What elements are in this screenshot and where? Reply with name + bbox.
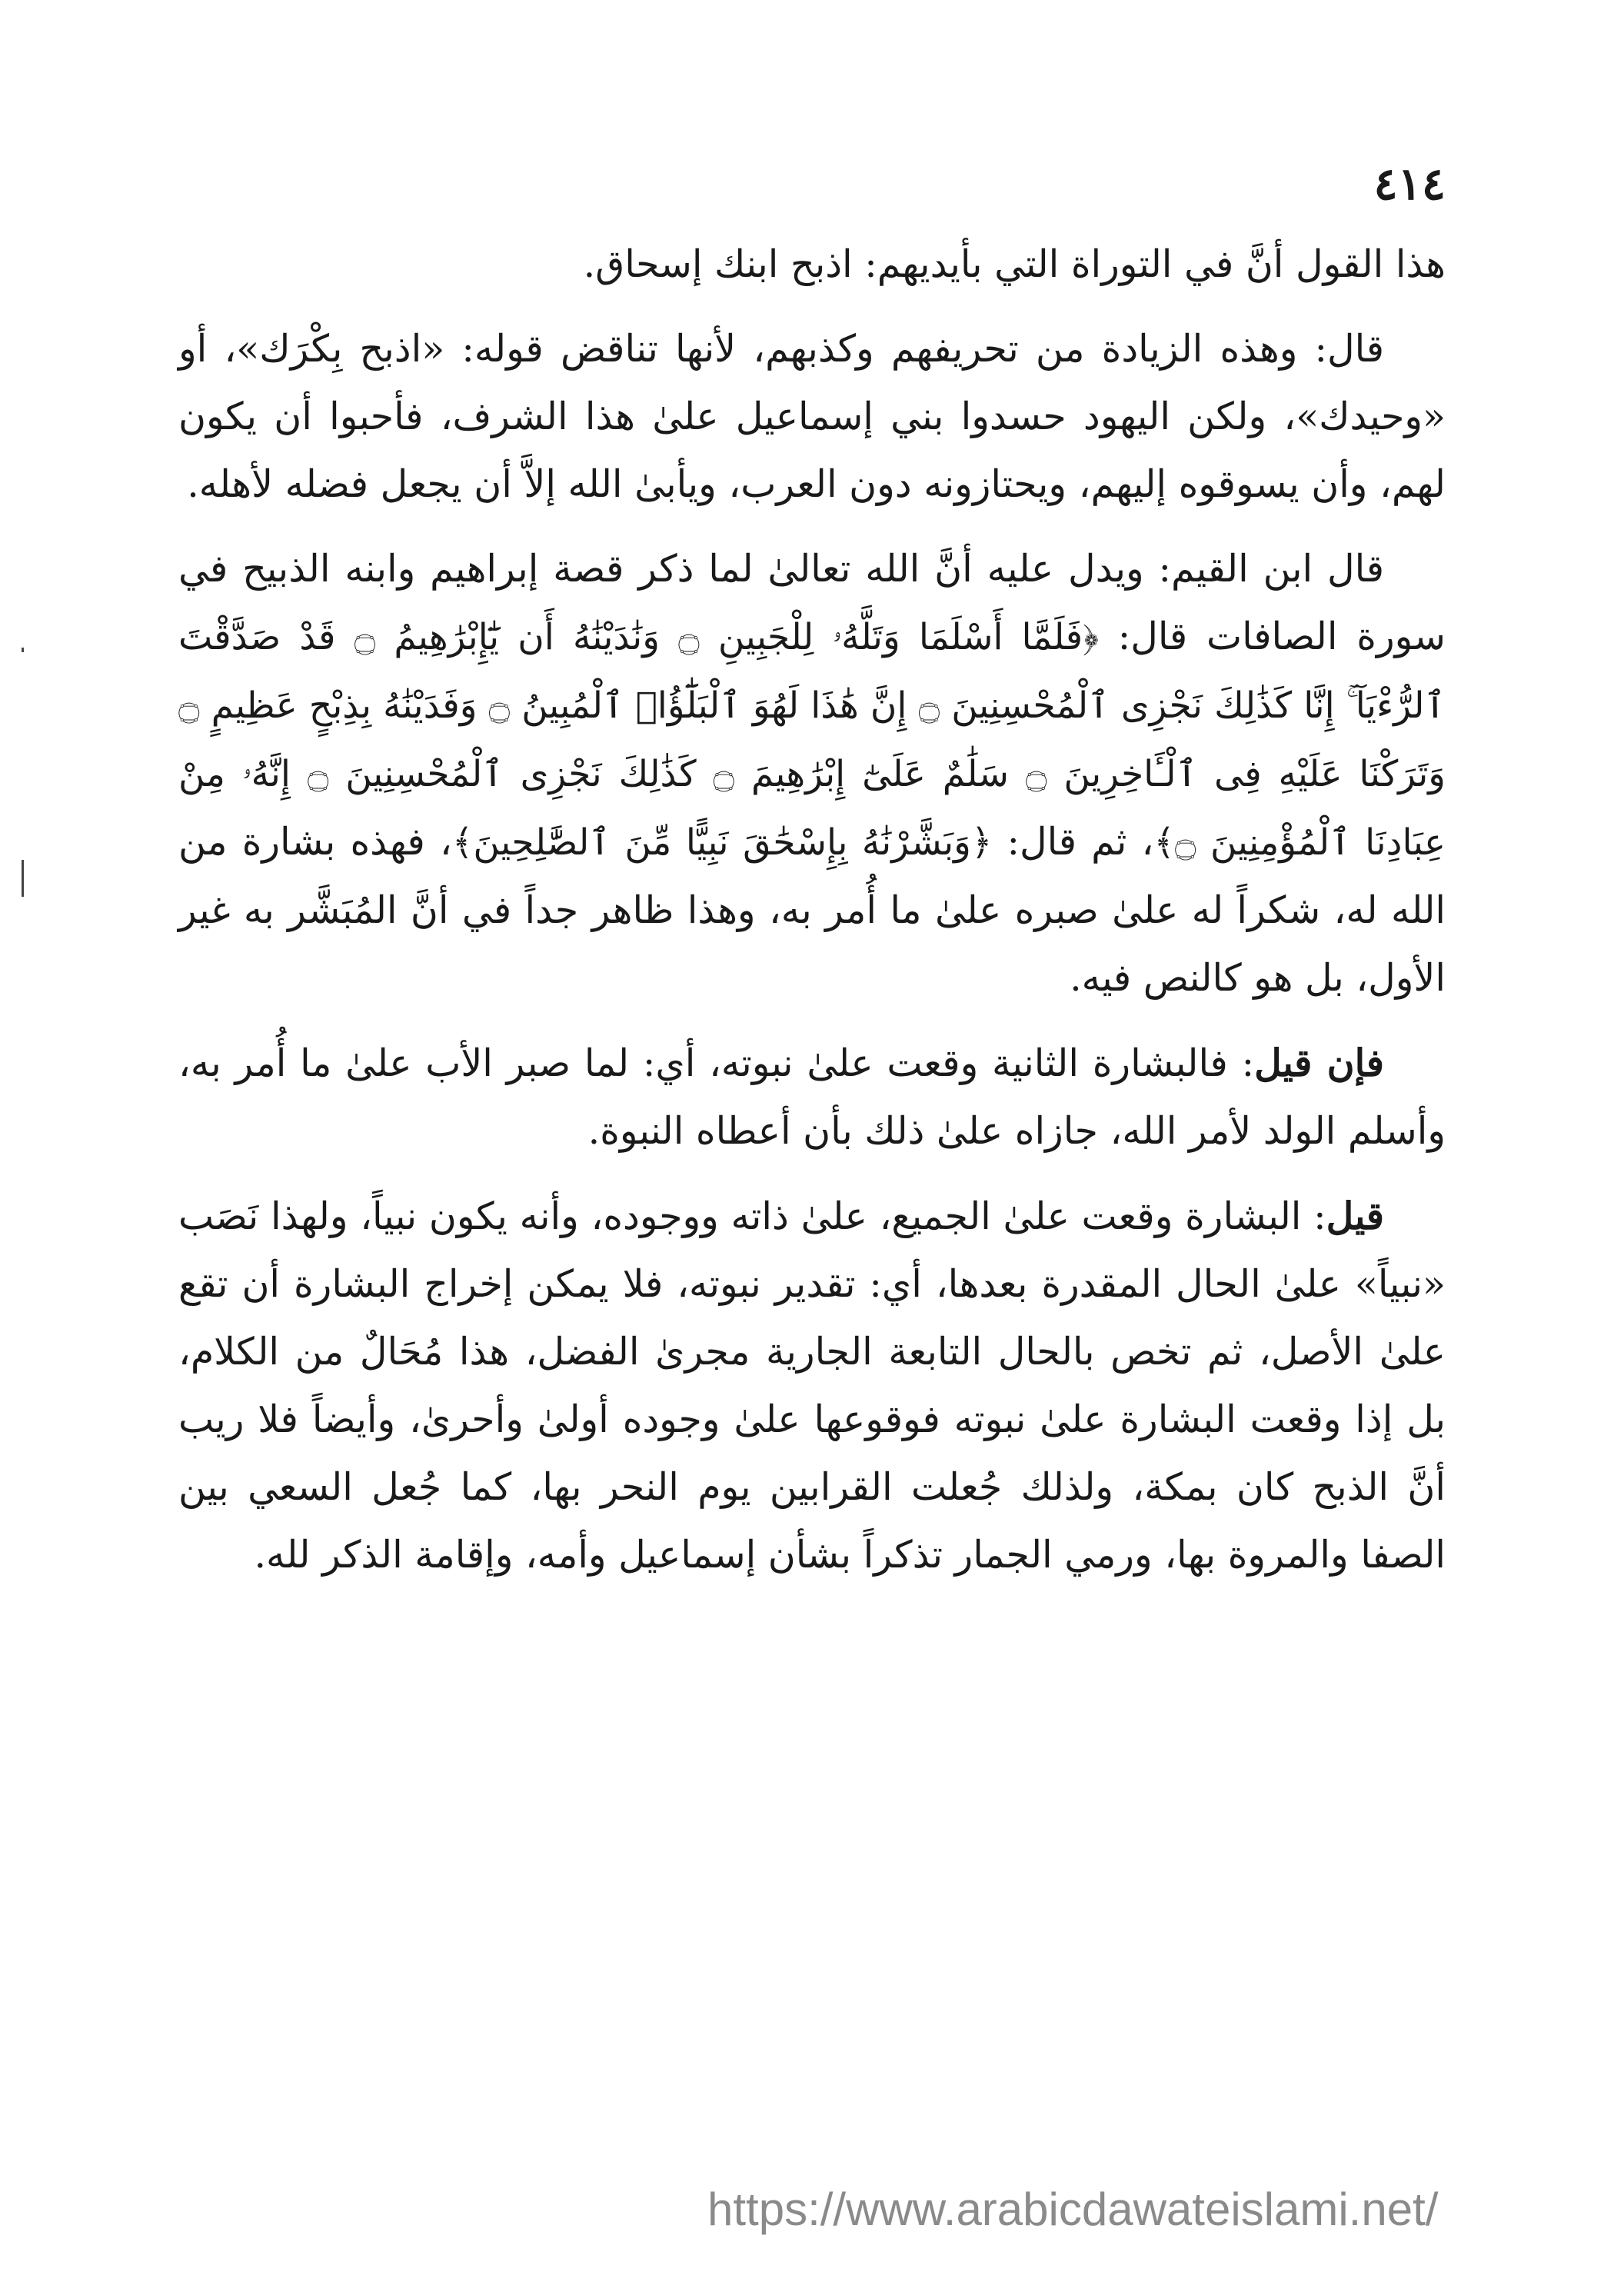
- margin-tick-upper: [22, 648, 24, 652]
- paragraph-text-middle: ، ثم قال:: [1007, 820, 1154, 864]
- paragraph-text: : البشارة وقعت علىٰ الجميع، علىٰ ذاته ووجوده، وأنه يكون نبياً، ولهذا نَصَب «نبياً» علىٰ الحال المقدرة بعدها، أي: تقدير نبوته، فلا يمكن إخراج البشارة أن تقع علىٰ الأصل، ثم تخص بالحال التابعة الجارية مجرىٰ الفضل، هذا مُحَالٌ من الكلام، بل إذا وقعت البشارة علىٰ نبوته فوقوعها علىٰ وجوده أولىٰ وأحرىٰ، وأيضاً فلا ريب أنَّ الذبح كان بمكة، ولذلك جُعلت القرابين يوم النحر بها، كما جُعل السعي بين الصفا والمروة بها، ورمي الجمار تذكراً بشأن إسماعيل وأمه، وإقامة الذكر لله.: [178, 1194, 1446, 1577]
- paragraph-text-after: ، فهذه بشارة من الله له، شكراً له علىٰ صبره علىٰ ما أُمر به، وهذا ظاهر جداً في أنَّ المُبَشَّر به غير الأول، بل هو كالنص فيه.: [178, 820, 1446, 1000]
- paragraph-2: [178, 315, 1446, 518]
- quran-verse-inline: ﴿وَبَشَّرْنَٰهُ بِإِسْحَٰقَ نَبِيًّا مِّنَ ٱلصَّٰلِحِينَ﴾: [451, 821, 993, 864]
- paragraph-lead: قيل: [1326, 1194, 1384, 1238]
- paragraph-text: قال: وهذه الزيادة من تحريفهم وكذبهم، لأنها تناقض قوله: «اذبح بِكْرَك»، أو «وحيدك»، ولكن اليهود حسدوا بني إسماعيل علىٰ هذا الشرف، فأحبوا أن يكون لهم، وأن يسوقوه إليهم، ويحتازونه دون العرب، ويأبىٰ الله إلاَّ أن يجعل فضله لأهله.: [178, 327, 1446, 506]
- quran-verse-block: ﴿فَلَمَّا أَسْلَمَا وَتَلَّهُۥ لِلْجَبِينِ ۝ وَنَٰدَيْنَٰهُ أَن يَٰٓإِبْرَٰهِيمُ ۝ قَدْ صَدَّقْتَ ٱلرُّءْيَآ ۚ إِنَّا كَذَٰلِكَ نَجْزِى ٱلْمُحْسِنِينَ ۝ إِنَّ هَٰذَا لَهُوَ ٱلْبَلَٰٓؤُا۟ ٱلْمُبِينُ ۝ وَفَدَيْنَٰهُ بِذِبْحٍ عَظِيمٍ ۝ وَتَرَكْنَا عَلَيْهِ فِى ٱلْـَٔاخِرِينَ ۝ سَلَٰمٌ عَلَىٰٓ إِبْرَٰهِيمَ ۝ كَذَٰلِكَ نَجْزِى ٱلْمُحْسِنِينَ ۝ إِنَّهُۥ مِنْ عِبَادِنَا ٱلْمُؤْمِنِينَ ۝﴾: [178, 616, 1446, 864]
- body-text: [178, 231, 1446, 1606]
- paragraph-5: [178, 1182, 1446, 1589]
- paragraph-1: [178, 231, 1446, 298]
- paragraph-text: : فالبشارة الثانية وقعت علىٰ نبوته، أي: لما صبر الأب علىٰ ما أُمر به، وأسلم الولد لأمر الله، جازاه علىٰ ذلك بأن أعطاه النبوة.: [178, 1041, 1446, 1153]
- watermark-url: https://www.arabicdawateislami.net/: [707, 2183, 1439, 2235]
- paragraph-4: [178, 1029, 1446, 1165]
- paragraph-text-before: قال ابن القيم: ويدل عليه أنَّ الله تعالىٰ لما ذكر قصة إبراهيم وابنه الذبيح في سورة الصافات قال:: [178, 547, 1446, 658]
- paragraph-text: هذا القول أنَّ في التوراة التي بأيديهم: اذبح ابنك إسحاق.: [583, 242, 1446, 286]
- paragraph-lead: فإن قيل: [1254, 1041, 1385, 1085]
- paragraph-3: [178, 535, 1446, 1012]
- margin-tick-lower: [22, 860, 24, 897]
- page-number: ٤١٤: [1373, 158, 1446, 210]
